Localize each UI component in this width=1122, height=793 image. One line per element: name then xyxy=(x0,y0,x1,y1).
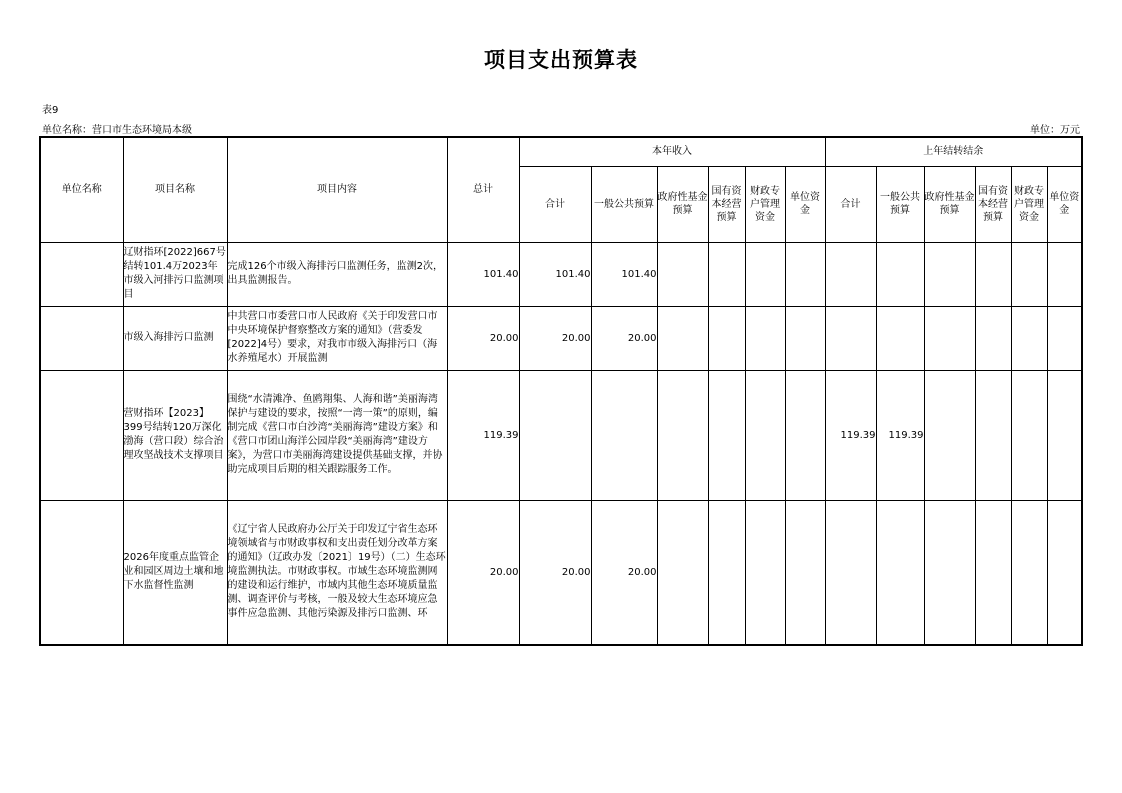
budget-table xyxy=(39,136,1083,646)
header-total: 总计 xyxy=(447,137,519,242)
row-project-name: 营财指环【2023】399号结转120万深化渤海（营口段）综合治理攻坚战技术支撑项目 xyxy=(123,370,227,500)
row-cur-general: 101.40 xyxy=(591,242,657,306)
page-title: 项目支出预算表 xyxy=(484,48,638,72)
header-row-1 xyxy=(40,137,1082,166)
row-project-content: 完成126个市级入海排污口监测任务，监测2次，出具监测报告。 xyxy=(227,242,447,306)
row-project-name: 辽财指环[2022]667号结转101.4万2023年市级入河排污口监测项目 xyxy=(123,242,227,306)
row-unit-cell xyxy=(40,306,123,370)
row-prev-sum: 119.39 xyxy=(825,370,876,500)
row-prev-sum xyxy=(825,242,876,306)
table-row xyxy=(40,242,1082,306)
table-row xyxy=(40,306,1082,370)
row-prev-sum xyxy=(825,500,876,645)
header-prev-state: 国有资本经营预算 xyxy=(975,166,1011,242)
row-total: 119.39 xyxy=(447,370,519,500)
row-project-name: 2026年度重点监管企业和园区周边土壤和地下水监督性监测 xyxy=(123,500,227,645)
header-project-content: 项目内容 xyxy=(227,137,447,242)
header-prev-fund: 政府性基金预算 xyxy=(924,166,975,242)
row-total: 20.00 xyxy=(447,306,519,370)
row-cur-sum xyxy=(519,370,591,500)
row-prev-general xyxy=(876,306,924,370)
row-total: 101.40 xyxy=(447,242,519,306)
header-cur-unit: 单位资金 xyxy=(785,166,825,242)
table-row xyxy=(40,500,1082,645)
header-project-name: 项目名称 xyxy=(123,137,227,242)
row-prev-general: 119.39 xyxy=(876,370,924,500)
table-number: 表9 xyxy=(42,105,59,116)
header-cur-special: 财政专户管理资金 xyxy=(745,166,785,242)
header-cur-general: 一般公共预算 xyxy=(591,166,657,242)
header-carryover: 上年结转结余 xyxy=(825,137,1082,166)
row-prev-general xyxy=(876,500,924,645)
row-cur-sum: 101.40 xyxy=(519,242,591,306)
row-cur-sum: 20.00 xyxy=(519,500,591,645)
row-unit-cell xyxy=(40,242,123,306)
row-project-content: 围绕“水清滩净、鱼鸥翔集、人海和谐”美丽海湾保护与建设的要求，按照“一湾一策”的原则，编制完成《营口市白沙湾“美丽海湾”建设方案》和《营口市团山海洋公园岸段“美丽海湾”建设方案》，为营口市美丽海湾建设提供基础支撑，并协助完成项目后期的相关跟踪服务工作。 xyxy=(227,370,447,500)
header-prev-sum: 合计 xyxy=(825,166,876,242)
row-unit-cell xyxy=(40,370,123,500)
row-cur-general xyxy=(591,370,657,500)
row-total: 20.00 xyxy=(447,500,519,645)
unit-name-label: 单位名称：营口市生态环境局本级 xyxy=(42,125,192,136)
row-cur-general: 20.00 xyxy=(591,500,657,645)
row-project-name: 市级入海排污口监测 xyxy=(123,306,227,370)
header-current-income: 本年收入 xyxy=(519,137,825,166)
row-project-content: 《辽宁省人民政府办公厅关于印发辽宁省生态环境领域省与市财政事权和支出责任划分改革方案的通知》（辽政办发〔2021〕19号）（二）生态环境监测执法。市财政事权。市域生态环境监测网的建设和运行维护，市域内其他生态环境质量监测、调查评价与考核，一般及较大生态环境应急事件应急监测、其他污染源及排污口监测、环 xyxy=(227,500,447,645)
unit-label: 单位：万元 xyxy=(1030,125,1080,136)
header-prev-general: 一般公共预算 xyxy=(876,166,924,242)
row-prev-general xyxy=(876,242,924,306)
header-unit-name: 单位名称 xyxy=(40,137,123,242)
header-cur-sum: 合计 xyxy=(519,166,591,242)
row-project-content: 中共营口市委营口市人民政府《关于印发营口市中央环境保护督察整改方案的通知》（营委发[2022]4号）要求，对我市市级入海排污口（海水养殖尾水）开展监测 xyxy=(227,306,447,370)
header-prev-unit: 单位资金 xyxy=(1047,166,1082,242)
row-unit-cell xyxy=(40,500,123,645)
row-cur-sum: 20.00 xyxy=(519,306,591,370)
header-cur-fund: 政府性基金预算 xyxy=(657,166,708,242)
row-cur-general: 20.00 xyxy=(591,306,657,370)
header-prev-special: 财政专户管理资金 xyxy=(1011,166,1047,242)
row-prev-sum xyxy=(825,306,876,370)
table-row xyxy=(40,370,1082,500)
header-cur-state: 国有资本经营预算 xyxy=(708,166,745,242)
